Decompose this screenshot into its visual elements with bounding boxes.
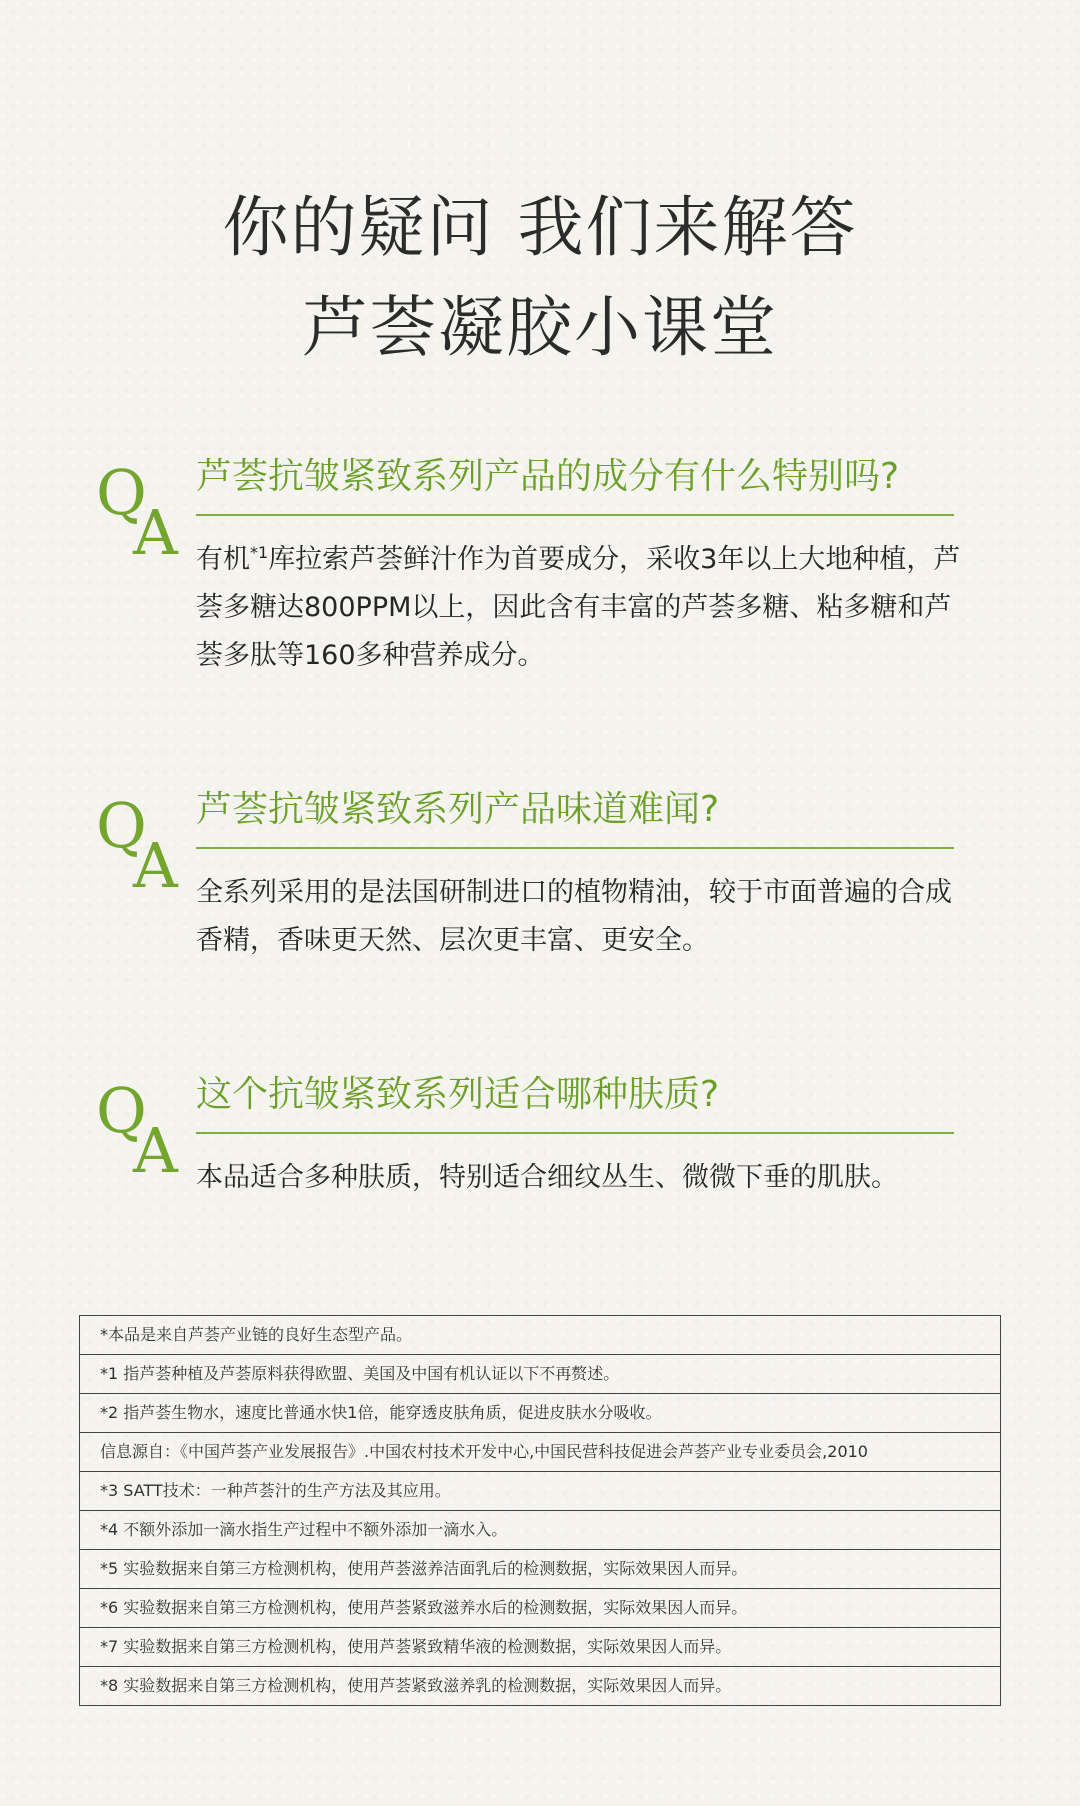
footnote-ref: *1 bbox=[250, 543, 269, 562]
footnote-row: *8 实验数据来自第三方检测机构，使用芦荟紧致滋养乳的检测数据，实际效果因人而异。 bbox=[100, 1676, 732, 1695]
qa-answer bbox=[196, 536, 976, 680]
hero-heading bbox=[0, 178, 1080, 378]
footnote-row: *3 SATT技术：一种芦荟汁的生产方法及其应用。 bbox=[80, 1472, 1000, 1511]
qa-answer-text: 库拉索芦荟鲜汁作为首要成分，采收3年以上大地种植，芦荟多糖达800PPM以上，因此含有丰富的芦荟多糖、粘多糖和芦荟多肽等160多种营养成分。 bbox=[196, 544, 961, 671]
hero-subtitle: 芦荟凝胶小课堂 bbox=[302, 289, 778, 366]
qa-question: 这个抗皱紧致系列适合哪种肤质? bbox=[196, 1074, 720, 1115]
qa-answer: 本品适合多种肤质，特别适合细纹丛生、微微下垂的肌肤。 bbox=[196, 1162, 898, 1193]
qa-a-letter: A bbox=[133, 829, 178, 902]
qa-question: 芦荟抗皱紧致系列产品的成分有什么特别吗? bbox=[196, 456, 900, 497]
qa-divider bbox=[196, 847, 954, 849]
qa-q-letter: Q bbox=[96, 456, 147, 529]
footnote-row: *本品是来自芦荟产业链的良好生态型产品。 bbox=[80, 1316, 1000, 1355]
qa-a-letter: A bbox=[133, 1114, 178, 1187]
qa-divider bbox=[196, 514, 954, 516]
hero-title: 你的疑问 我们来解答 bbox=[222, 189, 858, 266]
qa-answer: 全系列采用的是法国研制进口的植物精油，较于市面普遍的合成香精，香味更天然、层次更丰富、更安全。 bbox=[196, 877, 952, 956]
footnote-row: *6 实验数据来自第三方检测机构，使用芦荟紧致滋养水后的检测数据，实际效果因人而异。 bbox=[80, 1589, 1000, 1628]
footnote-row: *2 指芦荟生物水，速度比普通水快1倍，能穿透皮肤角质，促进皮肤水分吸收。 bbox=[80, 1394, 1000, 1433]
footnote-row: *4 不额外添加一滴水指生产过程中不额外添加一滴水入。 bbox=[80, 1511, 1000, 1550]
footnote-row: *7 实验数据来自第三方检测机构，使用芦荟紧致精华液的检测数据，实际效果因人而异。 bbox=[80, 1628, 1000, 1667]
footnote-row: *5 实验数据来自第三方检测机构，使用芦荟滋养洁面乳后的检测数据，实际效果因人而异。 bbox=[80, 1550, 1000, 1589]
qa-divider bbox=[196, 1132, 954, 1134]
qa-a-letter: A bbox=[133, 496, 178, 569]
qa-question: 芦荟抗皱紧致系列产品味道难闻? bbox=[196, 789, 720, 830]
qa-q-letter: Q bbox=[96, 789, 147, 862]
footnote-row: 信息源自：《中国芦荟产业发展报告》.中国农村技术开发中心,中国民营科技促进会芦荟产业专业委员会,2010 bbox=[80, 1433, 1000, 1472]
qa-q-letter: Q bbox=[96, 1074, 147, 1147]
qa-answer-text: 有机 bbox=[196, 544, 250, 575]
footnotes-table bbox=[79, 1315, 1001, 1706]
footnote-row: *1 指芦荟种植及芦荟原料获得欧盟、美国及中国有机认证以下不再赘述。 bbox=[80, 1355, 1000, 1394]
